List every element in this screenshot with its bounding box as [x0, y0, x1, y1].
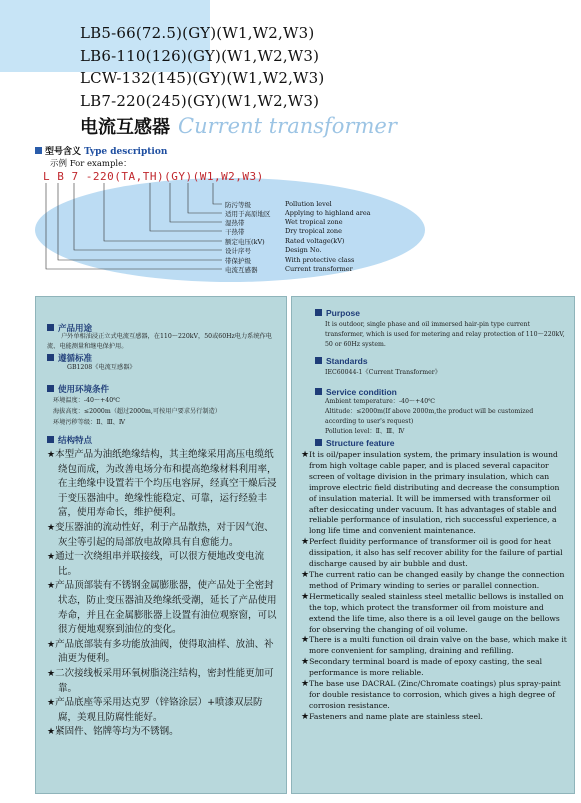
list-item — [301, 570, 569, 592]
desc-cn: 额定电压(kV) — [225, 238, 265, 246]
heading-en: Type description — [84, 147, 168, 157]
star-icon: ★ — [47, 698, 56, 709]
star-icon: ★ — [47, 450, 56, 460]
service-line: 环境污秽等级：Ⅱ、Ⅲ、Ⅳ — [53, 419, 126, 426]
square-bullet-icon — [315, 439, 322, 446]
leader-line — [74, 183, 222, 250]
service-line: Ambient temperature：-40～+40℃ — [325, 398, 436, 405]
square-bullet-icon — [315, 388, 322, 395]
item-text: 本型产品为油纸绝缘结构，其主绝缘采用高压电缆纸绕包而成，为改善电场分布和提高绝缘材料利用率，在主绝缘中设置若干个均压电容屏，经真空干燥后浸于变压器油中。绝缘性能稳定、可靠，运行经验丰富，使用寿命长，维护便利。 — [55, 449, 277, 519]
section-heading — [315, 308, 360, 318]
item-text: 产品顶部装有不锈钢金属膨胀器，使产品处于全密封状态，防止变压器油及绝缘纸受潮，延长了产品使用寿命，并且在金属膨胀器上设置有油位观察窗，可以很方便地观察到油位的变化。 — [55, 580, 277, 636]
section-heading — [315, 387, 397, 397]
desc-cn: 防污等级 — [225, 201, 251, 209]
heading-text: Purpose — [326, 308, 361, 318]
star-icon: ★ — [47, 581, 56, 592]
item-text: 产品底座等采用达克罗（锌铬涂层）+喷漆双层防腐，美观且防腐性能好。 — [55, 697, 263, 723]
list-item — [47, 725, 279, 740]
section-heading — [47, 434, 92, 446]
list-item — [47, 550, 279, 579]
leader-lines — [0, 0, 581, 300]
heading-text: 遵循标准 — [58, 353, 93, 363]
item-text: 二次接线板采用环氧树脂浇注结构，密封性能更加可靠。 — [55, 667, 274, 694]
star-icon: ★ — [47, 668, 56, 679]
desc-cn: 适用于高原地区 — [225, 210, 271, 218]
square-bullet-icon — [47, 385, 54, 392]
item-text: 紧固件、铭牌等均为不锈钢。 — [55, 726, 179, 738]
leader-line — [213, 183, 222, 204]
item-text: Secondary terminal board is made of epoxy casting, the seal performance is more reliable. — [309, 657, 543, 678]
model-line: LB7-220(245)(GY)(W1,W2,W3) — [80, 91, 320, 110]
desc-en: Pollution level — [285, 200, 332, 208]
list-item — [301, 537, 569, 570]
list-item — [301, 592, 569, 636]
item-text: The base use DACRAL (Zinc/Chromate coatings) plus spray-paint for double resistance to corrosion, which gives a high degree of corrosion resistance. — [309, 679, 561, 710]
item-text: Hermetically sealed stainless steel metallic bellows is installed on the top, which protect the transformer oil from moisture and extend the life time, also there is a oil level gauge on the bellows for observing the changing of oil volume. — [309, 591, 564, 634]
heading-text: 使用环境条件 — [58, 384, 110, 394]
purpose-text: It is outdoor, single phase and oil immersed hair-pin type current transformer, which is used for metering and relay protection of 110～220kV, 50 or 60Hz system. — [325, 321, 565, 348]
desc-en: Wet tropical zone — [285, 218, 343, 226]
model-line: LB5-66(72.5)(GY)(W1,W2,W3) — [80, 24, 315, 42]
list-item — [301, 657, 569, 679]
title-chinese: 电流互感器 — [80, 117, 170, 138]
desc-en: Design No. — [285, 246, 322, 254]
list-item — [47, 579, 279, 637]
star-icon: ★ — [47, 552, 56, 563]
square-bullet-icon — [315, 309, 322, 316]
heading-text: Standards — [326, 356, 368, 366]
item-text: Fasteners and name plate are stainless steel. — [309, 711, 483, 721]
desc-cn: 湿热带 — [225, 219, 245, 227]
section-heading — [315, 438, 395, 448]
heading-text: 产品用途 — [58, 323, 93, 333]
star-icon: ★ — [301, 679, 310, 690]
desc-cn: 带保护级 — [225, 257, 251, 265]
list-item — [47, 667, 279, 696]
star-icon: ★ — [47, 639, 56, 650]
list-item — [47, 521, 279, 550]
standards-text: IEC60044-1《Current Transformer》 — [325, 369, 441, 376]
list-item — [47, 638, 279, 667]
desc-en: Dry tropical zone — [285, 227, 342, 235]
square-bullet-icon — [47, 436, 54, 443]
star-icon: ★ — [301, 591, 310, 602]
square-bullet-icon — [47, 324, 54, 331]
service-line: 环境温度：-40～+40℃ — [53, 397, 121, 404]
heading-text: 结构特点 — [58, 435, 93, 445]
example-label: 示例 For example： — [50, 159, 132, 169]
list-item — [301, 635, 569, 657]
list-item — [47, 696, 279, 725]
section-heading — [47, 383, 109, 395]
leader-line — [46, 183, 222, 269]
star-icon: ★ — [301, 569, 310, 580]
star-icon: ★ — [47, 522, 56, 533]
desc-cn: 设计序号 — [225, 247, 251, 255]
desc-cn: 干热带 — [225, 228, 245, 236]
leader-line — [150, 183, 222, 231]
leader-line — [104, 183, 222, 241]
desc-en: Applying to highland area — [285, 209, 371, 217]
star-icon: ★ — [47, 727, 56, 738]
item-text: Perfect fluidity performance of transformer oil is good for heat dissipation, it also has self recover ability for the failure of partial discharge caused by air bubble and dust. — [309, 537, 563, 569]
service-line: 海拔高度：≤2000m（超过2000m,可按用户要求另行制造） — [53, 408, 221, 415]
model-line: LB6-110(126)(GY)(W1,W2,W3) — [80, 46, 320, 65]
purpose-text: 户外单相油浸正立式电流互感器，在110～220kV，50或60Hz电力系统作电流、电能测量和继电保护用。 — [47, 333, 272, 350]
leader-line — [58, 183, 222, 260]
item-text: There is a multi function oil drain valve on the base, which make it more convenient for sampling, draining and refilling. — [309, 635, 567, 656]
service-line: Altitude：≤2000m(If above 2000m,the product will be customized according to user's request) — [325, 408, 534, 425]
item-text: 产品底部装有多功能放油阀，使得取油样、放油、补油更为便利。 — [55, 638, 274, 665]
star-icon: ★ — [301, 635, 310, 646]
star-icon: ★ — [301, 711, 310, 722]
list-item — [47, 448, 279, 521]
standards-text: GB1208《电流互感器》 — [67, 364, 136, 371]
desc-en: With protective class — [285, 256, 355, 264]
star-icon: ★ — [301, 657, 310, 668]
desc-cn: 电流互感器 — [225, 266, 258, 274]
service-line: Pollution level：Ⅱ、Ⅲ、Ⅳ — [325, 428, 405, 435]
star-icon: ★ — [301, 537, 310, 548]
leader-line — [188, 183, 222, 213]
star-icon: ★ — [301, 450, 310, 460]
item-text: 变压器油的流动性好，利于产品散热，对于因气泡、灰尘等引起的局部放电故障具有自愈能力。 — [55, 521, 274, 548]
section-heading — [315, 356, 368, 366]
item-text: 通过一次绕组串并联接线，可以很方便地改变电流比。 — [55, 551, 265, 577]
square-bullet-icon — [315, 357, 322, 364]
item-text: It is oil/paper insulation system, the primary insulation is wound from high voltage cable paper, and is placed several capacitor screen of voltage division in the primary insulation, which can improve electric field distributing and decrease the consumption of insulation material. It will be immersed with transformer oil after desiccating under vacuum. It has advantages of stable and reliable performance of insulation, rich successful experience, a long life time and convenient maintenance. — [309, 450, 560, 536]
desc-en: Current transformer — [285, 265, 353, 273]
list-item — [301, 712, 569, 723]
title-english: Current transformer — [178, 114, 397, 138]
leader-line — [170, 183, 222, 222]
heading-text: Structure feature — [326, 438, 395, 448]
model-line: LCW-132(145)(GY)(W1,W2,W3) — [80, 69, 325, 87]
feature-list-cn — [47, 448, 279, 740]
type-code: L B 7 -220(TA,TH)(GY)(W1,W2,W3) — [43, 170, 264, 183]
heading-cn: 型号含义 — [45, 147, 82, 157]
list-item — [301, 450, 569, 537]
square-bullet-icon — [47, 354, 54, 361]
list-item — [301, 679, 569, 712]
desc-en: Rated voltage(kV) — [285, 237, 345, 245]
heading-text: Service condition — [326, 387, 397, 397]
feature-list-en — [301, 450, 569, 723]
item-text: The current ratio can be changed easily by change the connection method of Primary winding to series or parallel connection. — [309, 569, 565, 590]
